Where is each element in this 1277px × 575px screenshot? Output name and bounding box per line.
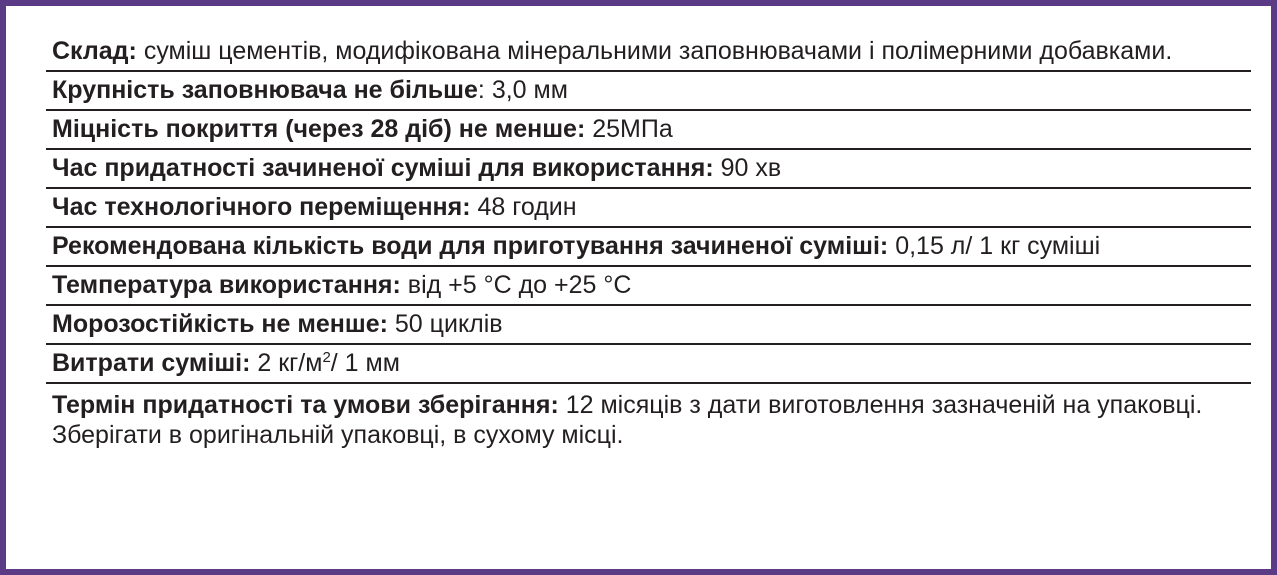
spec-label: Морозостійкість не менше:	[52, 310, 388, 338]
spec-value	[257, 349, 400, 377]
spec-label: Склад:	[52, 37, 137, 65]
spec-label: Крупність заповнювача не більше	[52, 76, 478, 104]
spec-separator: :	[477, 76, 485, 104]
spec-label: Температура використання:	[52, 271, 401, 299]
spec-label: Витрати суміші:	[52, 349, 251, 377]
spec-value: 90 хв	[720, 154, 782, 182]
spec-label: Час придатності зачиненої суміші для використання:	[52, 154, 714, 182]
superscript-exponent: 2	[322, 349, 331, 366]
spec-row-traffic-time	[46, 189, 1251, 228]
spec-row-shelf-life	[46, 384, 1251, 454]
spec-value: 3,0 мм	[491, 76, 568, 104]
spec-value: 25МПа	[592, 115, 673, 143]
spec-row-frost-resistance	[46, 306, 1251, 345]
spec-value: від +5 °С до +25 °С	[407, 271, 632, 299]
spec-value-main: 2 кг/м	[257, 349, 323, 377]
spec-row-composition	[46, 34, 1251, 72]
spec-row-water-amount	[46, 228, 1251, 267]
spec-table	[46, 34, 1251, 454]
spec-row-consumption	[46, 345, 1251, 384]
spec-value-suffix: / 1 мм	[330, 349, 400, 377]
spec-label: Рекомендована кількість води для приготування зачиненої суміші:	[52, 232, 889, 260]
spec-value: 12 місяців з дати виготовлення зазначеній на упаковці. Зберігати в оригінальній упаковці, в сухому місці.	[52, 391, 1203, 449]
spec-value: 0,15 л/ 1 кг суміші	[895, 232, 1101, 260]
spec-value: 48 годин	[477, 193, 577, 221]
spec-label: Міцність покриття (через 28 діб) не менше:	[52, 115, 586, 143]
spec-label: Термін придатності та умови зберігання:	[52, 391, 559, 419]
spec-row-pot-life	[46, 150, 1251, 189]
spec-value: 50 циклів	[394, 310, 503, 338]
spec-row-aggregate-size	[46, 72, 1251, 111]
spec-row-temperature	[46, 267, 1251, 306]
spec-row-strength	[46, 111, 1251, 150]
spec-label: Час технологічного переміщення:	[52, 193, 471, 221]
spec-value: суміш цементів, модифікована мінеральними заповнювачами і полімерними добавками.	[143, 37, 1173, 65]
